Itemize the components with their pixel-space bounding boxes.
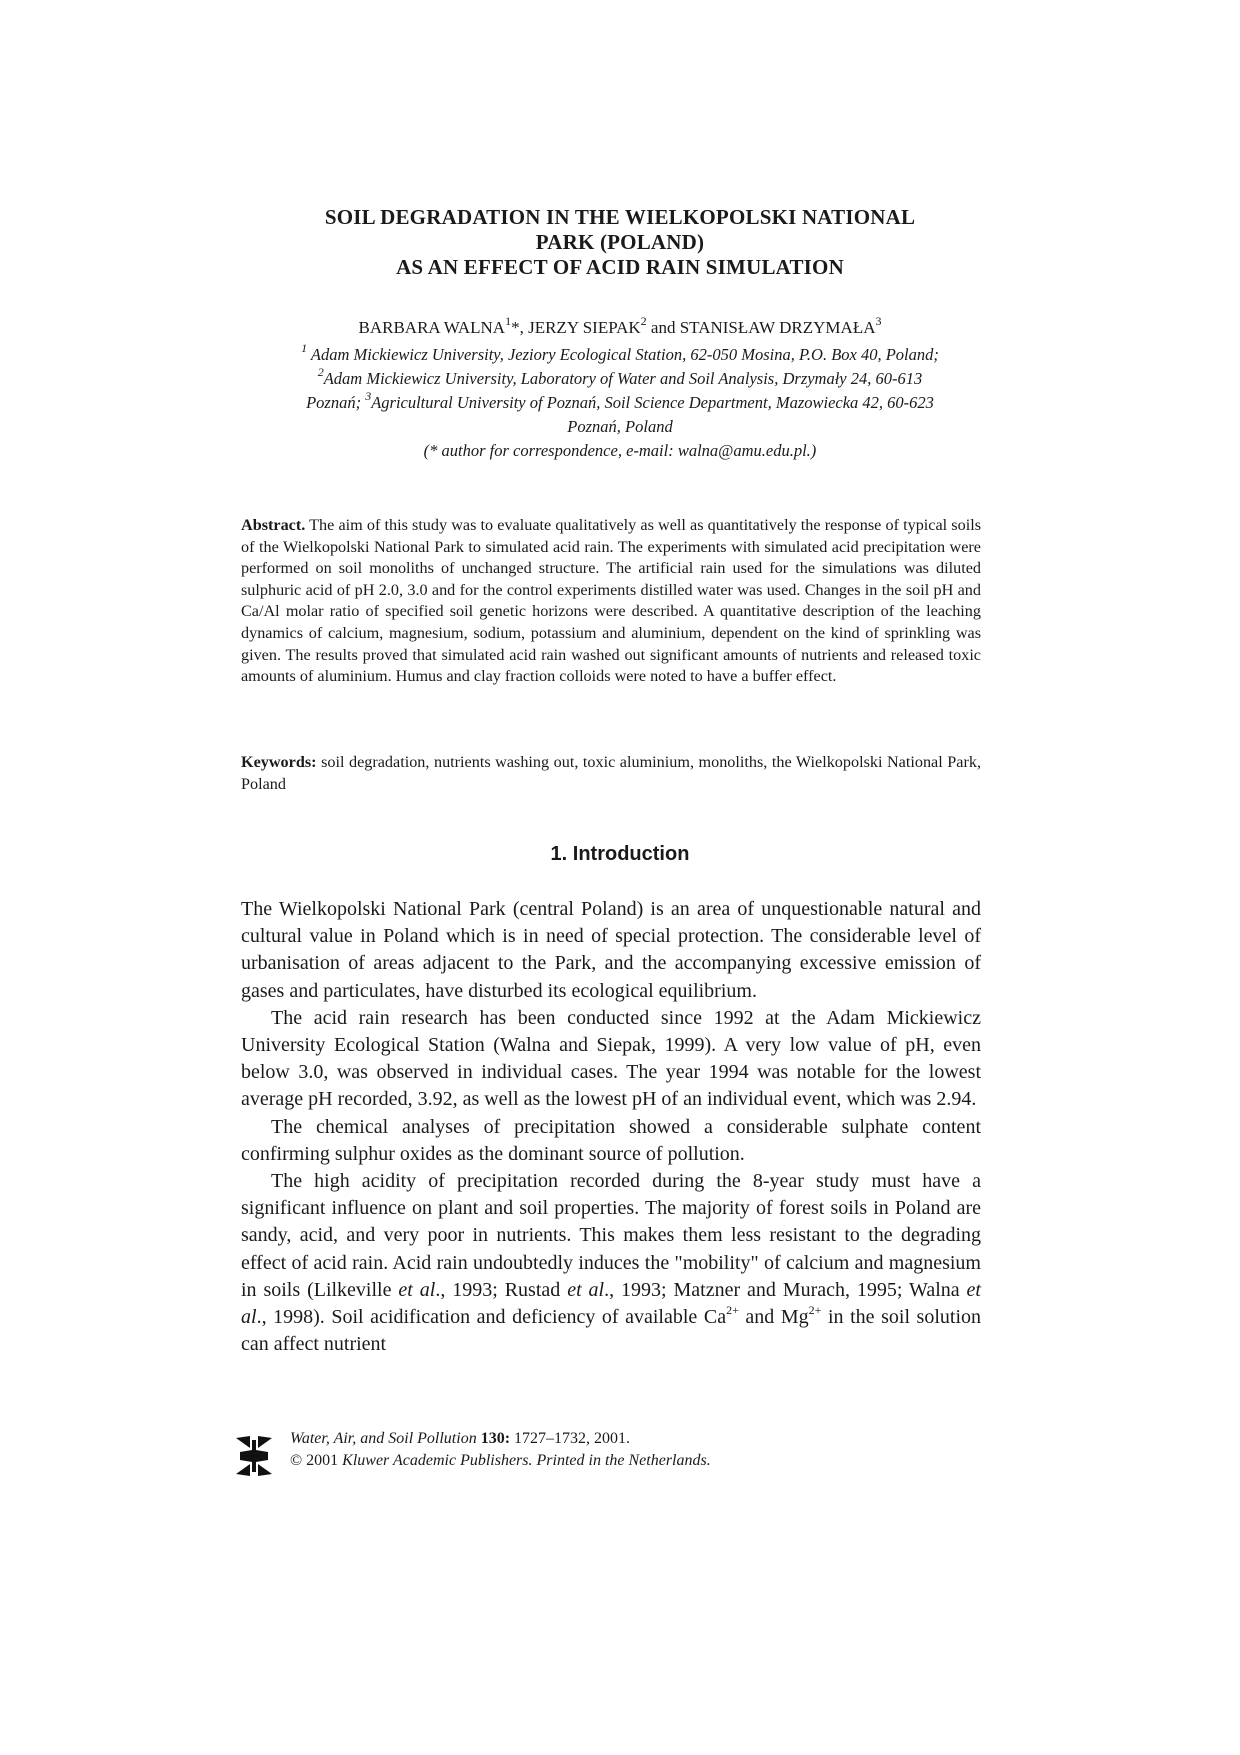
paragraph-4 [241, 1168, 981, 1358]
author-1-name: BARBARA WALNA [358, 318, 506, 337]
affiliation-line-1 [220, 343, 1020, 367]
author-2-affil-mark: 2 [640, 314, 647, 328]
section-heading-introduction: 1. Introduction [550, 843, 690, 865]
abstract-label: Abstract. [241, 516, 306, 534]
keywords-label: Keywords: [241, 753, 317, 771]
affiliation-1-text: Adam Mickiewicz University, Jeziory Ecological Station, 62-050 Mosina, P.O. Box 40, Poland; [307, 345, 939, 364]
footer-line-1 [290, 1428, 711, 1450]
journal-footer [236, 1428, 936, 1488]
paragraph-4-text-b: ., 1993; Rustad [435, 1278, 568, 1301]
affiliation-line-2 [220, 367, 1020, 391]
author-list [200, 314, 1040, 339]
footer-line-2 [290, 1450, 711, 1472]
affiliation-line-4: Poznań, Poland [567, 417, 673, 436]
journal-name: Water, Air, and Soil Pollution [290, 1430, 477, 1447]
author-3-name: STANISŁAW DRZYMAŁA [679, 318, 876, 337]
paragraph-4-text-a: The high acidity of precipitation recorded during the 8-year study must have a significant influence on plant and soil properties. The majority of forest soils in Poland are sandy, acid, and very poor in nutrients. This makes them less resistant to the degrading effect of acid rain. Acid rain undoubtedly induces the "mobility" of calcium and magnesium in soils (Lilkeville [241, 1170, 981, 1301]
affiliation-1-mark: 1 [301, 341, 308, 355]
abstract [241, 515, 981, 688]
correspondence-note: (* author for correspondence, e-mail: walna@amu.edu.pl.) [423, 441, 817, 460]
magnesium-charge: 2+ [808, 1303, 822, 1318]
copyright-notice: © 2001 [290, 1452, 343, 1469]
keywords [241, 752, 981, 795]
affiliation-2-mark: 2 [317, 365, 324, 379]
title-line-1: SOIL DEGRADATION IN THE WIELKOPOLSKI NATIONAL [324, 205, 916, 229]
affiliations [220, 343, 1020, 463]
affiliation-line-3 [220, 391, 1020, 415]
affiliation-3-mark: 3 [365, 389, 372, 403]
paragraph-4-text-c: ., 1993; Matzner and Murach, 1995; Walna [604, 1278, 967, 1301]
author-2-name: JERZY SIEPAK [528, 318, 641, 337]
affiliation-2-text: Adam Mickiewicz University, Laboratory of Water and Soil Analysis, Drzymały 24, 60-613 [323, 369, 923, 388]
introduction-body [241, 896, 981, 1358]
keywords-text: soil degradation, nutrients washing out, toxic aluminium, monoliths, the Wielkopolski National Park, Poland [241, 753, 981, 793]
paragraph-4-etal-1: et al [398, 1278, 436, 1301]
calcium-charge: 2+ [726, 1303, 739, 1318]
title-line-3: AS AN EFFECT OF ACID RAIN SIMULATION [396, 255, 844, 279]
publisher-name: Kluwer Academic Publishers. Printed in the Netherlands. [342, 1452, 711, 1469]
affiliation-3-text: Agricultural University of Poznań, Soil Science Department, Mazowiecka 42, 60-623 [371, 393, 934, 412]
author-3-affil-mark: 3 [875, 314, 882, 328]
affiliation-2-city: Poznań; [306, 393, 366, 412]
paragraph-4-text-d: ., 1998). Soil acidification and deficiency of available Ca [256, 1306, 727, 1329]
paragraph-4-text-e: and Mg [738, 1306, 809, 1329]
abstract-text: The aim of this study was to evaluate qualitatively as well as quantitatively the response of typical soils of the Wielkopolski National Park to simulated acid rain. The experiments with simulated acid precipitation were performed on soil monoliths of unchanged structure. The artificial rain used for the simulations was diluted sulphuric acid of pH 2.0, 3.0 and for the control experiments distilled water was used. Changes in the soil pH and Ca/Al molar ratio of specified soil genetic horizons were described. A quantitative description of the leaching dynamics of calcium, magnesium, sodium, potassium and aluminium, dependent on the kind of sprinkling was given. The results proved that simulated acid rain washed out significant amounts of nutrients and released toxic amounts of aluminium. Humus and clay fraction colloids were noted to have a buffer effect. [241, 516, 981, 686]
paragraph-4-etal-3: et al [241, 1278, 981, 1329]
journal-volume: 130: [476, 1430, 511, 1447]
paper-title [200, 205, 1040, 280]
correspondence-mark: *, [511, 318, 529, 337]
footer-citation [290, 1428, 711, 1472]
publisher-logo-icon [236, 1434, 272, 1476]
paragraph-4-text-f: in the soil solution can affect nutrient [241, 1306, 982, 1356]
author-conjunction: and [646, 318, 680, 337]
title-line-2: PARK (POLAND) [535, 230, 705, 254]
paragraph-3: The chemical analyses of precipitation showed a considerable sulphate content confirming sulphur oxides as the dominant source of pollution. [241, 1115, 981, 1165]
paragraph-4-etal-2: et al [567, 1278, 605, 1301]
paragraph-2: The acid rain research has been conducted since 1992 at the Adam Mickiewicz University Ecological Station (Walna and Siepak, 1999). A very low value of pH, even below 3.0, was observed in individual cases. The year 1994 was notable for the lowest average pH recorded, 3.92, as well as the lowest pH of an individual event, which was 2.94. [241, 1006, 981, 1111]
author-1-affil-mark: 1 [505, 314, 512, 328]
journal-pages: 1727–1732, 2001. [510, 1430, 631, 1447]
paragraph-1: The Wielkopolski National Park (central Poland) is an area of unquestionable natural and cultural value in Poland which is in need of special protection. The considerable level of urbanisation of areas adjacent to the Park, and the accompanying excessive emission of gases and particulates, have disturbed its ecological equilibrium. [241, 898, 981, 1002]
